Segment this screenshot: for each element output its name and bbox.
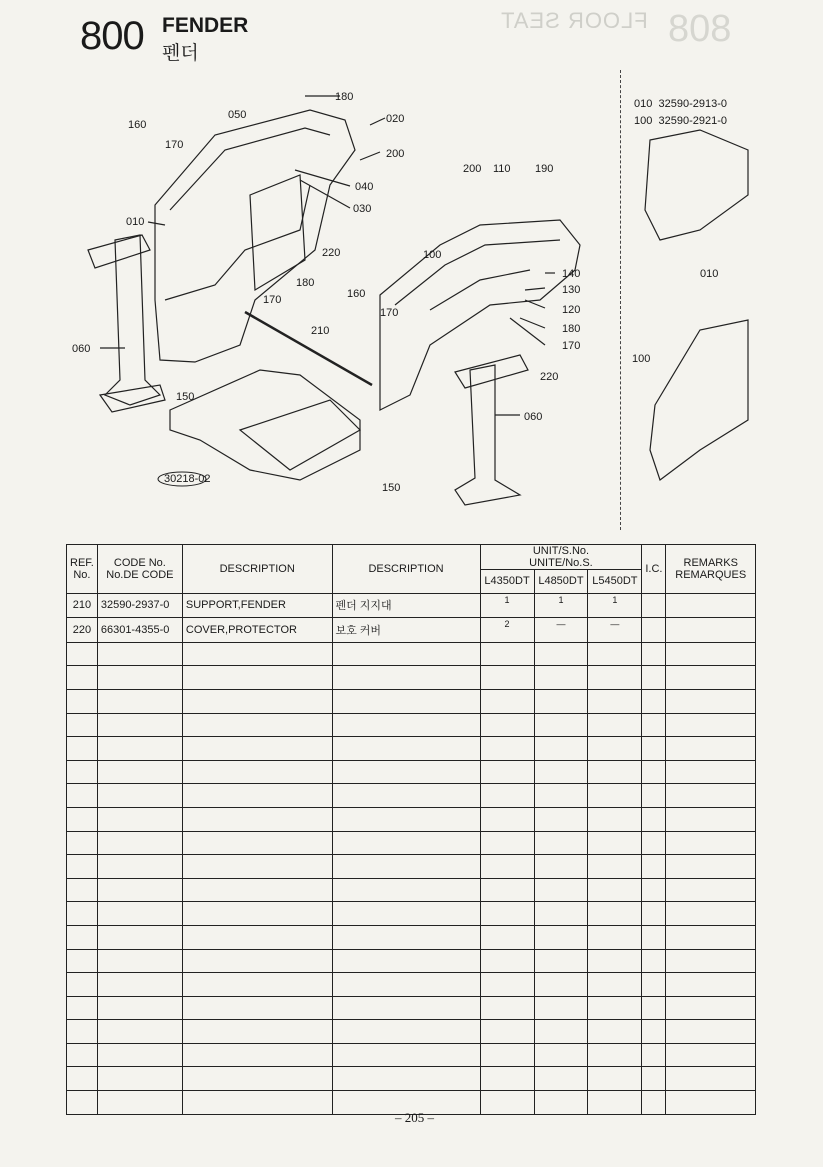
cell-remarks xyxy=(666,618,756,643)
cell-qty: 2 xyxy=(480,618,534,643)
table-cell-empty xyxy=(642,878,666,902)
table-cell-empty xyxy=(588,1043,642,1067)
table-cell-empty xyxy=(97,737,182,761)
svg-text:060: 060 xyxy=(524,411,543,423)
table-cell-empty xyxy=(67,996,98,1020)
cell-description-ko: 펜더 지지대 xyxy=(332,593,480,618)
table-cell-empty xyxy=(182,878,332,902)
table-cell-empty xyxy=(332,1020,480,1044)
table-cell-empty xyxy=(588,642,642,666)
svg-text:110: 110 xyxy=(493,163,511,175)
table-cell-empty xyxy=(534,689,588,713)
table-cell-empty xyxy=(332,642,480,666)
page-number: – 205 – xyxy=(395,1110,434,1125)
support-rod xyxy=(245,312,372,385)
cell-qty: 1 xyxy=(534,593,588,618)
cell-description-en: SUPPORT,FENDER xyxy=(182,593,332,618)
cell-qty: 1 xyxy=(588,593,642,618)
table-cell-empty xyxy=(480,689,534,713)
table-cell-empty xyxy=(666,902,756,926)
table-cell-empty xyxy=(480,878,534,902)
table-cell-empty xyxy=(666,831,756,855)
table-cell-empty xyxy=(534,1091,588,1115)
table-row-empty xyxy=(67,925,756,949)
table-cell-empty xyxy=(642,902,666,926)
table-cell-empty xyxy=(182,855,332,879)
svg-text:180: 180 xyxy=(296,277,315,289)
table-cell-empty xyxy=(642,807,666,831)
table-cell-empty xyxy=(588,973,642,997)
table-cell-empty xyxy=(588,689,642,713)
table-cell-empty xyxy=(666,689,756,713)
table-cell-empty xyxy=(666,1020,756,1044)
table-cell-empty xyxy=(332,713,480,737)
table-cell-empty xyxy=(182,760,332,784)
table-cell-empty xyxy=(534,1043,588,1067)
table-cell-empty xyxy=(97,973,182,997)
header-ref: REF. No. xyxy=(67,545,98,594)
table-cell-empty xyxy=(67,737,98,761)
parts-table xyxy=(66,544,756,1115)
table-cell-empty xyxy=(480,784,534,808)
table-cell-empty xyxy=(666,949,756,973)
table-row-empty xyxy=(67,807,756,831)
table-cell-empty xyxy=(480,925,534,949)
table-cell-empty xyxy=(588,713,642,737)
inset-code-list xyxy=(634,96,727,130)
table-cell-empty xyxy=(534,713,588,737)
svg-text:160: 160 xyxy=(347,288,366,300)
callout-labels xyxy=(72,91,718,494)
table-cell-empty xyxy=(642,831,666,855)
svg-text:060: 060 xyxy=(72,343,91,355)
svg-text:100: 100 xyxy=(632,353,651,365)
table-cell-empty xyxy=(480,1091,534,1115)
table-cell-empty xyxy=(534,760,588,784)
cell-description-ko: 보호 커버 xyxy=(332,618,480,643)
table-cell-empty xyxy=(666,713,756,737)
table-cell-empty xyxy=(332,996,480,1020)
svg-text:030: 030 xyxy=(353,203,372,215)
floor-plate-outline xyxy=(170,370,360,480)
table-cell-empty xyxy=(480,1043,534,1067)
table-cell-empty xyxy=(332,855,480,879)
table-cell-empty xyxy=(332,973,480,997)
svg-text:150: 150 xyxy=(382,482,401,494)
table-cell-empty xyxy=(182,1067,332,1091)
table-row-empty xyxy=(67,878,756,902)
table-cell-empty xyxy=(666,1091,756,1115)
section-title-korean: 펜더 xyxy=(162,43,199,64)
table-cell-empty xyxy=(332,784,480,808)
table-cell-empty xyxy=(332,878,480,902)
table-cell-empty xyxy=(666,1043,756,1067)
table-cell-empty xyxy=(67,1067,98,1091)
table-cell-empty xyxy=(588,760,642,784)
table-row-empty xyxy=(67,689,756,713)
table-cell-empty xyxy=(67,973,98,997)
svg-text:050: 050 xyxy=(228,109,247,121)
table-cell-empty xyxy=(480,855,534,879)
table-cell-empty xyxy=(97,878,182,902)
table-cell-empty xyxy=(182,737,332,761)
table-cell-empty xyxy=(182,689,332,713)
header-model: L5450DT xyxy=(588,570,642,594)
table-cell-empty xyxy=(67,878,98,902)
table-cell-empty xyxy=(332,925,480,949)
table-row-empty xyxy=(67,1067,756,1091)
section-title: FENDER xyxy=(162,14,249,37)
table-row-empty xyxy=(67,713,756,737)
table-cell-empty xyxy=(97,1067,182,1091)
table-cell-empty xyxy=(480,973,534,997)
table-cell-empty xyxy=(67,1043,98,1067)
table-cell-empty xyxy=(588,878,642,902)
svg-text:180: 180 xyxy=(562,323,581,335)
table-cell-empty xyxy=(534,807,588,831)
table-cell-empty xyxy=(642,760,666,784)
table-cell-empty xyxy=(97,949,182,973)
svg-text:170: 170 xyxy=(165,139,184,151)
table-cell-empty xyxy=(480,831,534,855)
table-cell-empty xyxy=(182,807,332,831)
cell-ref: 210 xyxy=(67,593,98,618)
svg-text:200: 200 xyxy=(463,163,482,175)
table-cell-empty xyxy=(182,784,332,808)
table-cell-empty xyxy=(182,642,332,666)
table-cell-empty xyxy=(480,996,534,1020)
table-cell-empty xyxy=(666,760,756,784)
table-cell-empty xyxy=(67,925,98,949)
table-cell-empty xyxy=(97,689,182,713)
table-cell-empty xyxy=(332,831,480,855)
table-cell-empty xyxy=(182,831,332,855)
table-cell-empty xyxy=(182,996,332,1020)
svg-text:150: 150 xyxy=(176,391,195,403)
svg-text:210: 210 xyxy=(311,325,330,337)
table-cell-empty xyxy=(666,996,756,1020)
table-cell-empty xyxy=(332,760,480,784)
table-cell-empty xyxy=(97,713,182,737)
svg-text:170: 170 xyxy=(380,307,399,319)
table-row-empty xyxy=(67,737,756,761)
table-cell-empty xyxy=(642,642,666,666)
table-cell-empty xyxy=(480,902,534,926)
table-cell-empty xyxy=(642,689,666,713)
table-cell-empty xyxy=(67,784,98,808)
table-cell-empty xyxy=(97,925,182,949)
svg-text:160: 160 xyxy=(128,119,147,131)
table-cell-empty xyxy=(182,1020,332,1044)
table-cell-empty xyxy=(642,925,666,949)
table-cell-empty xyxy=(480,737,534,761)
table-cell-empty xyxy=(332,807,480,831)
table-cell-empty xyxy=(332,902,480,926)
table-cell-empty xyxy=(534,642,588,666)
table-cell-empty xyxy=(534,737,588,761)
table-row xyxy=(67,618,756,643)
table-row-empty xyxy=(67,973,756,997)
table-cell-empty xyxy=(67,666,98,690)
table-cell-empty xyxy=(97,666,182,690)
table-cell-empty xyxy=(480,1067,534,1091)
table-cell-empty xyxy=(67,642,98,666)
svg-text:200: 200 xyxy=(386,148,405,160)
table-cell-empty xyxy=(642,1067,666,1091)
header-code: CODE No. No.DE CODE xyxy=(97,545,182,594)
table-cell-empty xyxy=(588,949,642,973)
table-cell-empty xyxy=(534,666,588,690)
table-cell-empty xyxy=(642,973,666,997)
table-cell-empty xyxy=(534,973,588,997)
header-model: L4350DT xyxy=(480,570,534,594)
table-cell-empty xyxy=(67,713,98,737)
table-cell-empty xyxy=(67,949,98,973)
table-cell-empty xyxy=(666,737,756,761)
table-cell-empty xyxy=(97,1043,182,1067)
table-cell-empty xyxy=(588,784,642,808)
table-cell-empty xyxy=(97,784,182,808)
table-cell-empty xyxy=(97,1091,182,1115)
table-cell-empty xyxy=(67,807,98,831)
table-cell-empty xyxy=(642,784,666,808)
table-cell-empty xyxy=(67,855,98,879)
svg-text:010: 010 xyxy=(700,268,719,280)
table-cell-empty xyxy=(642,1020,666,1044)
table-cell-empty xyxy=(534,1067,588,1091)
table-row-empty xyxy=(67,949,756,973)
table-cell-empty xyxy=(666,855,756,879)
table-cell-empty xyxy=(534,1020,588,1044)
table-cell-empty xyxy=(67,760,98,784)
table-cell-empty xyxy=(588,1067,642,1091)
table-cell-empty xyxy=(182,902,332,926)
table-cell-empty xyxy=(97,996,182,1020)
table-cell-empty xyxy=(480,807,534,831)
header-ic: I.C. xyxy=(642,545,666,594)
svg-text:140: 140 xyxy=(562,268,581,280)
table-row-empty xyxy=(67,666,756,690)
table-row-empty xyxy=(67,996,756,1020)
table-cell-empty xyxy=(97,902,182,926)
table-cell-empty xyxy=(97,831,182,855)
section-number: 800 xyxy=(80,14,144,58)
svg-text:220: 220 xyxy=(540,371,559,383)
inset-code-row: 010 32590-2913-0 xyxy=(634,98,727,110)
table-cell-empty xyxy=(588,902,642,926)
table-cell-empty xyxy=(97,855,182,879)
table-row-empty xyxy=(67,831,756,855)
table-cell-empty xyxy=(642,666,666,690)
table-row-empty xyxy=(67,642,756,666)
svg-text:220: 220 xyxy=(322,247,341,259)
table-cell-empty xyxy=(97,1020,182,1044)
table-cell-empty xyxy=(666,1067,756,1091)
table-cell-empty xyxy=(588,925,642,949)
inset-divider xyxy=(620,70,621,530)
table-cell-empty xyxy=(642,949,666,973)
table-cell-empty xyxy=(332,1043,480,1067)
table-cell-empty xyxy=(480,1020,534,1044)
table-cell-empty xyxy=(480,666,534,690)
cell-qty: 1 xyxy=(480,593,534,618)
svg-text:120: 120 xyxy=(562,304,581,316)
header-model: L4850DT xyxy=(534,570,588,594)
table-cell-empty xyxy=(588,807,642,831)
table-cell-empty xyxy=(642,996,666,1020)
table-cell-empty xyxy=(182,973,332,997)
cell-ic xyxy=(642,618,666,643)
ghost-mirror-number: 808 xyxy=(668,8,732,50)
svg-text:180: 180 xyxy=(335,91,354,103)
table-cell-empty xyxy=(97,807,182,831)
table-cell-empty xyxy=(480,642,534,666)
table-cell-empty xyxy=(332,949,480,973)
table-cell-empty xyxy=(588,666,642,690)
table-cell-empty xyxy=(666,973,756,997)
table-cell-empty xyxy=(666,878,756,902)
svg-text:020: 020 xyxy=(386,113,405,125)
table-cell-empty xyxy=(666,784,756,808)
table-cell-empty xyxy=(480,713,534,737)
table-cell-empty xyxy=(480,760,534,784)
table-cell-empty xyxy=(588,855,642,879)
cell-qty: — xyxy=(534,618,588,643)
inset-code-row: 100 32590-2921-0 xyxy=(634,115,727,127)
table-cell-empty xyxy=(534,902,588,926)
header-description-ko: DESCRIPTION xyxy=(332,545,480,594)
right-support-outline xyxy=(455,365,520,505)
table-cell-empty xyxy=(588,1091,642,1115)
table-cell-empty xyxy=(182,1091,332,1115)
cell-qty: — xyxy=(588,618,642,643)
table-cell-empty xyxy=(480,949,534,973)
table-cell-empty xyxy=(182,1043,332,1067)
svg-text:170: 170 xyxy=(263,294,282,306)
table-cell-empty xyxy=(67,1020,98,1044)
table-cell-empty xyxy=(642,713,666,737)
cell-code: 66301-4355-0 xyxy=(97,618,182,643)
ghost-mirror-text: FLOOR SEAT xyxy=(500,8,648,33)
cell-description-en: COVER,PROTECTOR xyxy=(182,618,332,643)
inset-fender-bottom xyxy=(650,320,748,480)
table-cell-empty xyxy=(666,925,756,949)
table-cell-empty xyxy=(67,689,98,713)
table-cell-empty xyxy=(67,902,98,926)
svg-text:100: 100 xyxy=(423,249,442,261)
header-remarks: REMARKS REMARQUES xyxy=(666,545,756,594)
table-cell-empty xyxy=(588,1020,642,1044)
svg-text:190: 190 xyxy=(535,163,554,175)
inset-fender-top xyxy=(645,130,748,240)
table-cell-empty xyxy=(97,760,182,784)
table-row-empty xyxy=(67,784,756,808)
table-cell-empty xyxy=(666,807,756,831)
table-cell-empty xyxy=(666,642,756,666)
table-cell-empty xyxy=(534,784,588,808)
svg-text:040: 040 xyxy=(355,181,374,193)
table-cell-empty xyxy=(332,689,480,713)
left-support-outline xyxy=(105,235,160,405)
table-cell-empty xyxy=(534,831,588,855)
table-cell-empty xyxy=(534,925,588,949)
table-row xyxy=(67,593,756,618)
cell-code: 32590-2937-0 xyxy=(97,593,182,618)
table-cell-empty xyxy=(182,666,332,690)
table-row-empty xyxy=(67,760,756,784)
cell-ref: 220 xyxy=(67,618,98,643)
table-row-empty xyxy=(67,1020,756,1044)
table-row-empty xyxy=(67,1043,756,1067)
cell-ic xyxy=(642,593,666,618)
table-cell-empty xyxy=(534,878,588,902)
table-cell-empty xyxy=(588,737,642,761)
table-cell-empty xyxy=(642,1043,666,1067)
table-cell-empty xyxy=(588,996,642,1020)
table-cell-empty xyxy=(182,925,332,949)
cell-remarks xyxy=(666,593,756,618)
svg-text:010: 010 xyxy=(126,216,145,228)
table-cell-empty xyxy=(534,996,588,1020)
table-row-empty xyxy=(67,855,756,879)
header-description-en: DESCRIPTION xyxy=(182,545,332,594)
table-cell-empty xyxy=(182,713,332,737)
table-cell-empty xyxy=(534,949,588,973)
table-cell-empty xyxy=(332,1067,480,1091)
table-row-empty xyxy=(67,902,756,926)
table-cell-empty xyxy=(67,831,98,855)
table-cell-empty xyxy=(642,855,666,879)
exploded-parts-diagram xyxy=(0,60,823,540)
table-cell-empty xyxy=(332,666,480,690)
table-cell-empty xyxy=(182,949,332,973)
table-cell-empty xyxy=(534,855,588,879)
svg-text:130: 130 xyxy=(562,284,581,296)
table-cell-empty xyxy=(97,642,182,666)
svg-text:170: 170 xyxy=(562,340,581,352)
table-cell-empty xyxy=(332,737,480,761)
table-cell-empty xyxy=(588,831,642,855)
table-cell-empty xyxy=(642,1091,666,1115)
table-cell-empty xyxy=(67,1091,98,1115)
header-unit: UNIT/S.No. UNITE/No.S. xyxy=(480,545,642,570)
table-cell-empty xyxy=(642,737,666,761)
table-cell-empty xyxy=(666,666,756,690)
diagram-stamp: 30218-02 xyxy=(164,473,211,485)
